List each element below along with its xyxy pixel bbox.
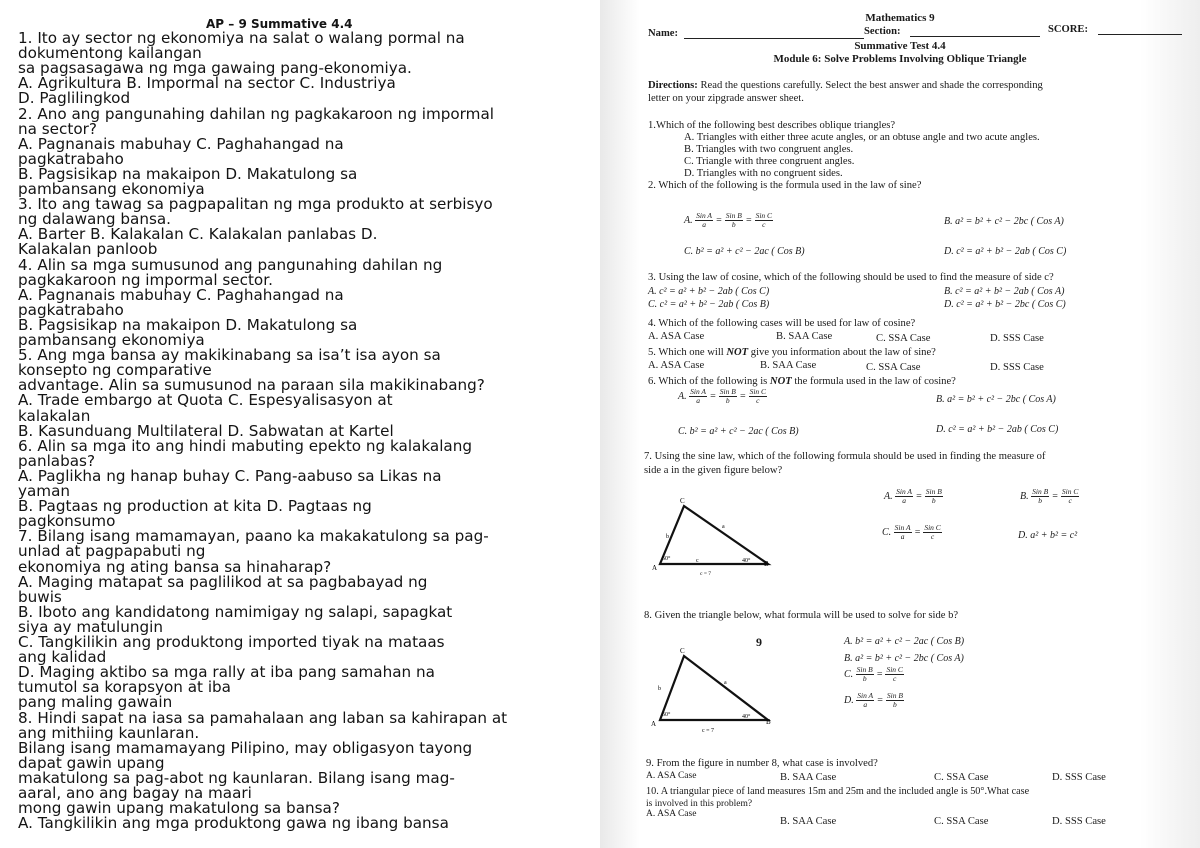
q7b-eq: = (1051, 490, 1059, 502)
question-5 (648, 347, 936, 359)
q3-option-c: C. c² = a² + b² − 2ab ( Cos B) (648, 299, 770, 310)
left-text-line: A. Maging matapat sa paglilikod at sa pagbabayad ng (18, 572, 428, 591)
q9-option-a: A. ASA Case (646, 771, 697, 781)
q6-post: the formula used in the law of cosine? (791, 376, 956, 387)
q10-option-a: A. ASA Case (646, 809, 697, 819)
q6a-letter: A. (678, 390, 687, 402)
q7a-frac-1-den: a (902, 496, 906, 505)
question-10: 10. A triangular piece of land measures 15m and 25m and the included angle is 50°.What case (646, 786, 1030, 797)
q8c-letter: C. (844, 668, 854, 680)
q6-option-a (678, 388, 767, 405)
left-text-line: 2. Ano ang pangunahing dahilan ng pagkakaroon ng impormal (18, 104, 494, 123)
q7a-frac-2 (925, 488, 943, 505)
q8d-frac-1-den: a (863, 700, 868, 709)
q7-option-c (882, 524, 942, 541)
q7b-frac-1 (1031, 488, 1049, 505)
q7-triangle-figure (646, 492, 776, 580)
q7c-frac-1 (894, 524, 912, 541)
left-text-line: C. Tangkilikin ang produktong imported tiyak na mataas (18, 633, 445, 651)
q7c-frac-1-num: Sin A (894, 523, 911, 532)
left-text-line: B. Kasunduang Multilateral D. Sabwatan at Kartel (18, 421, 394, 440)
q9-option-b: B. SAA Case (780, 772, 837, 783)
left-text-line: B. Pagsisikap na makaipon D. Makatulong sa (18, 315, 358, 334)
q1-option-d: D. Triangles with no congruent sides. (684, 168, 843, 179)
q8d-letter: D. (844, 694, 854, 706)
question-1: 1.Which of the following best describes oblique triangles? (648, 120, 896, 131)
q10-option-b: B. SAA Case (780, 816, 837, 827)
q7c-frac-2-num: Sin C (924, 523, 941, 532)
q8d-frac-1-num: Sin A (857, 691, 874, 700)
q2a-frac-3-num: Sin C (755, 211, 773, 220)
q10-option-d: D. SSS Case (1052, 816, 1106, 827)
q7b-frac-2-num: Sin C (1061, 487, 1079, 496)
left-text-line: siya ay matulungin (18, 617, 164, 636)
q8-option-c (844, 666, 904, 683)
q6a-frac-3-num: Sin C (749, 387, 767, 396)
q6a-frac-3-den: c (756, 396, 760, 405)
q7-vertex-c: C (680, 497, 685, 505)
left-text-line: ang kalidad (18, 648, 107, 667)
left-text-line: A. Pagnanais mabuhay C. Paghahangad na (18, 285, 344, 304)
q5-pre: 5. Which one will (648, 347, 727, 358)
left-text-line: kalakalan (18, 406, 91, 425)
left-text-line: mong gawin upang makatulong sa bansa? (18, 799, 340, 818)
name-label: Name: (648, 28, 679, 39)
question-8: 8. Given the triangle below, what formula will be used to solve for side b? (644, 610, 959, 621)
q8c-frac-1-num: Sin B (856, 665, 873, 674)
q4-option-c: C. SSA Case (876, 333, 931, 344)
q1-option-a: A. Triangles with either three acute angles, or an obtuse angle and two acute angles. (684, 132, 1040, 143)
q8-mark: 9 (756, 635, 762, 649)
q8d-frac-2 (886, 692, 904, 709)
question-7: 7. Using the sine law, which of the following formula should be used in finding the measure of (644, 451, 1046, 462)
left-text-line: buwis (18, 587, 62, 606)
left-text-line: A. Trade embargo at Quota C. Espesyalisasyon at (18, 391, 393, 410)
q1-option-c: C. Triangle with three congruent angles. (684, 156, 855, 167)
left-text-line: makatulong sa pag-abot ng kaunlaran. Bilang isang mag- (18, 768, 455, 787)
q7a-eq: = (915, 490, 923, 502)
left-text-line: dokumentong kailangan (18, 44, 202, 63)
test-title: Summative Test 4.4 (854, 40, 946, 52)
q7-option-d: D. a² + b² = c² (1018, 530, 1078, 541)
q2-option-d: D. c² = a² + b² − 2ab ( Cos C) (944, 246, 1067, 257)
q2a-frac-1-num: Sin A (696, 211, 713, 220)
q8-vertex-c: C (680, 647, 685, 655)
q8-angle-a: 60° (662, 712, 671, 718)
q2-option-c: C. b² = a² + c² − 2ac ( Cos B) (684, 246, 805, 257)
q2a-frac-2-num: Sin B (725, 211, 742, 220)
name-line (684, 38, 864, 39)
question-7-cont: side a in the given figure below? (644, 465, 783, 476)
q7b-frac-2-den: c (1068, 496, 1072, 505)
q8-angle-b: 40° (742, 714, 751, 720)
q4-option-d: D. SSS Case (990, 333, 1044, 344)
q7b-frac-1-den: b (1038, 496, 1042, 505)
q2a-frac-2-den: b (731, 220, 736, 229)
q8d-eq: = (876, 694, 884, 706)
q5-option-d: D. SSS Case (990, 362, 1044, 373)
q2-option-b: B. a² = b² + c² − 2bc ( Cos A) (944, 216, 1064, 227)
q2a-frac-1-den: a (702, 220, 706, 229)
q7c-eq: = (914, 526, 921, 538)
q7a-frac-2-num: Sin B (925, 487, 942, 496)
q1-option-b: B. Triangles with two congruent angles. (684, 144, 854, 155)
q7b-frac-1-num: Sin B (1032, 487, 1049, 496)
section-label: Section: (864, 26, 901, 37)
left-text-line: D. Maging aktibo sa mga rally at iba pang samahan na (18, 663, 435, 682)
left-text-line: B. Pagsisikap na makaipon D. Makatulong sa (18, 164, 358, 183)
q6-pre: 6. Which of the following is (648, 376, 770, 387)
q5-option-b: B. SAA Case (760, 360, 817, 371)
q6a-frac-2-den: b (725, 396, 730, 405)
q7-angle-b: 40° (742, 558, 751, 564)
left-text-line: pambansang ekonomiya (18, 331, 205, 349)
q6-option-c: C. b² = a² + c² − 2ac ( Cos B) (678, 426, 799, 437)
subject-title: Mathematics 9 (865, 12, 935, 24)
q8-side-b: b (658, 686, 661, 692)
q2a-letter: A. (684, 214, 693, 226)
q8c-frac-1-den: b (862, 674, 867, 683)
module-title: Module 6: Solve Problems Involving Oblique Triangle (773, 53, 1027, 65)
q6a-frac-1-den: a (696, 396, 700, 405)
question-3: 3. Using the law of cosine, which of the following should be used to find the measure of side c? (648, 272, 1054, 283)
q7a-frac-2-den: b (931, 496, 936, 505)
left-text-line: 1. Ito ay sector ng ekonomiya na salat o walang pormal na (18, 29, 465, 47)
left-text-line: 5. Ang mga bansa ay makikinabang sa isa’t isa ayon sa (18, 346, 441, 365)
q6a-frac-2-num: Sin B (719, 387, 736, 396)
q8-side-a: a (724, 680, 727, 686)
directions-label: Directions: (648, 80, 698, 91)
q6a-frac-2 (719, 388, 737, 405)
directions-text-2: letter on your zipgrade answer sheet. (648, 93, 804, 104)
q7-vertex-b: B (764, 560, 769, 568)
left-text-line: ekonomiya ng ating bansa sa hinaharap? (18, 557, 332, 576)
left-header: AP – 9 Summative 4.4 (206, 17, 353, 31)
left-text-line: pagkakaroon ng impormal sector. (18, 270, 273, 289)
q7-vertex-a: A (652, 564, 658, 572)
q2a-eq-1: = (715, 214, 723, 226)
left-text-line: ang mithiing kaunlaran. (18, 723, 200, 742)
q7-side-c-value: c = 7 (700, 571, 712, 577)
left-text-line: na sector? (18, 119, 97, 138)
left-text-line: A. Barter B. Kalakalan C. Kalakalan panlabas D. (18, 225, 378, 244)
left-text-line: pagkatrabaho (18, 300, 124, 319)
q8c-frac-2-num: Sin C (886, 665, 903, 674)
q8-side-c-value: c = 7 (702, 728, 715, 734)
q8-vertex-a: A (651, 720, 657, 728)
q7-side-b: b (666, 534, 669, 540)
q6-option-d: D. c² = a² + b² − 2ab ( Cos C) (936, 424, 1059, 435)
q7c-frac-2-den: c (930, 532, 935, 541)
left-text-line: aaral, ano ang bagay na maari (18, 784, 252, 802)
left-text-line: 8. Hindi sapat na iasa sa pamahalaan ang laban sa kahirapan at (18, 708, 508, 727)
left-text-line: 7. Bilang isang mamamayan, paano ka makakatulong sa pag- (18, 527, 489, 546)
q7b-frac-2 (1061, 488, 1079, 505)
q6a-frac-1 (689, 388, 707, 405)
q3-option-d: D. c² = a² + b² − 2bc ( Cos C) (944, 299, 1066, 310)
left-text-line: A. Paglikha ng hanap buhay C. Pang-aabuso sa Likas na (18, 466, 442, 485)
left-text-line: D. Paglilingkod (18, 89, 131, 108)
score-label: SCORE: (1048, 24, 1089, 35)
q8d-frac-2-den: b (893, 700, 897, 709)
q7-angle-a: 60° (662, 556, 671, 562)
section-line (910, 36, 1040, 37)
score-line (1098, 34, 1182, 35)
q7c-frac-2 (923, 524, 941, 541)
q6a-frac-1-num: Sin A (690, 387, 707, 396)
q6-not: NOT (769, 376, 792, 387)
q2a-frac-1 (695, 212, 713, 229)
left-text-line: Kalakalan panloob (18, 240, 158, 259)
question-10-cont: is involved in this problem? (646, 799, 753, 809)
q8c-eq: = (876, 668, 883, 680)
q8-option-a: A. b² = a² + c² − 2ac ( Cos B) (844, 636, 965, 647)
left-text-line: sa pagsasagawa ng mga gawaing pang-ekonomiya. (18, 59, 412, 78)
q6-option-b: B. a² = b² + c² − 2bc ( Cos A) (936, 394, 1056, 405)
q7-option-b (1020, 488, 1079, 505)
q3-option-b: B. c² = a² + b² − 2ab ( Cos A) (944, 286, 1065, 297)
q6a-eq-2: = (739, 390, 747, 402)
q3-option-a: A. c² = a² + b² − 2ab ( Cos C) (648, 286, 770, 297)
question-4: 4. Which of the following cases will be used for law of cosine? (648, 318, 916, 329)
q8c-frac-2 (885, 666, 903, 683)
q8-triangle (660, 656, 768, 720)
q7a-frac-1 (895, 488, 913, 505)
left-text-line: pang maling gawain (18, 693, 173, 712)
q2a-frac-3 (755, 212, 773, 229)
q6a-frac-3 (749, 388, 767, 405)
q7-side-a: a (722, 524, 725, 530)
q6a-eq-1: = (709, 390, 717, 402)
q5-option-c: C. SSA Case (866, 362, 921, 373)
directions (648, 80, 1043, 92)
q8c-frac-1 (856, 666, 874, 683)
q2a-eq-2: = (745, 214, 753, 226)
q8-option-d (844, 692, 904, 709)
q8c-frac-2-den: c (893, 674, 897, 683)
q2-option-a (684, 212, 773, 229)
right-document (600, 0, 1200, 848)
left-text-line: unlad at pagpapabuti ng (18, 542, 206, 561)
q9-option-c: C. SSA Case (934, 772, 989, 783)
left-text-line: 4. Alin sa mga sumusunod ang pangunahing dahilan ng (18, 255, 443, 274)
left-text-line: 6. Alin sa mga ito ang hindi mabuting epekto ng kalakalang (18, 436, 472, 455)
left-text-line: advantage. Alin sa sumusunod na paraan sila makikinabang? (18, 376, 485, 395)
q2a-frac-2 (725, 212, 743, 229)
q8d-frac-1 (856, 692, 874, 709)
left-text-line: panlabas? (18, 451, 96, 470)
q5-not: NOT (726, 347, 749, 358)
q8-triangle-figure (646, 644, 776, 736)
q7a-letter: A. (884, 490, 893, 502)
directions-text: Read the questions carefully. Select the best answer and shade the corresponding (700, 80, 1043, 91)
q7-option-a (884, 488, 943, 505)
left-text-line: konsepto ng comparative (18, 361, 212, 380)
q5-post: give you information about the law of sine? (748, 347, 936, 358)
q10-option-c: C. SSA Case (934, 816, 989, 827)
q9-option-d: D. SSS Case (1052, 772, 1106, 783)
left-text-line: 3. Ito ang tawag sa pagpapalitan ng mga produkto at serbisyo (18, 195, 493, 214)
left-text-line: pagkatrabaho (18, 149, 124, 168)
left-text-line: A. Pagnanais mabuhay C. Paghahangad na (18, 134, 344, 153)
q2a-frac-3-den: c (762, 220, 766, 229)
left-text-line: B. Iboto ang kandidatong namimigay ng salapi, sapagkat (18, 602, 453, 621)
left-text-line: pagkonsumo (18, 512, 116, 531)
question-9: 9. From the figure in number 8, what case is involved? (646, 758, 878, 769)
q7-triangle (660, 506, 768, 564)
q7c-frac-1-den: a (900, 532, 905, 541)
q7c-letter: C. (882, 526, 892, 538)
left-text-line: ng dalawang bansa. (18, 210, 172, 229)
left-text-line: tumutol sa korapsyon at iba (18, 678, 231, 697)
q5-option-a: A. ASA Case (648, 360, 705, 371)
q7a-frac-1-num: Sin A (896, 487, 913, 496)
q8-vertex-b: B (766, 718, 771, 726)
left-text-line: dapat gawin upang (18, 753, 165, 772)
q7-side-c: c (696, 558, 699, 564)
left-text-line: pambansang ekonomiya (18, 180, 205, 198)
q4-option-a: A. ASA Case (648, 331, 705, 342)
q8d-frac-2-num: Sin B (886, 691, 903, 700)
left-text-line: B. Pagtaas ng production at kita D. Pagtaas ng (18, 497, 372, 516)
left-text-line: A. Agrikultura B. Impormal na sector C. Industriya (18, 74, 396, 93)
q7b-letter: B. (1020, 490, 1029, 502)
left-text-line: A. Tangkilikin ang mga produktong gawa ng ibang bansa (18, 814, 449, 833)
question-2: 2. Which of the following is the formula used in the law of sine? (648, 180, 922, 191)
q8-option-b: B. a² = b² + c² − 2bc ( Cos A) (844, 653, 964, 664)
q4-option-b: B. SAA Case (776, 331, 833, 342)
left-text-line: yaman (18, 482, 71, 500)
left-text-line: Bilang isang mamamayang Pilipino, may obligasyon tayong (18, 738, 473, 757)
